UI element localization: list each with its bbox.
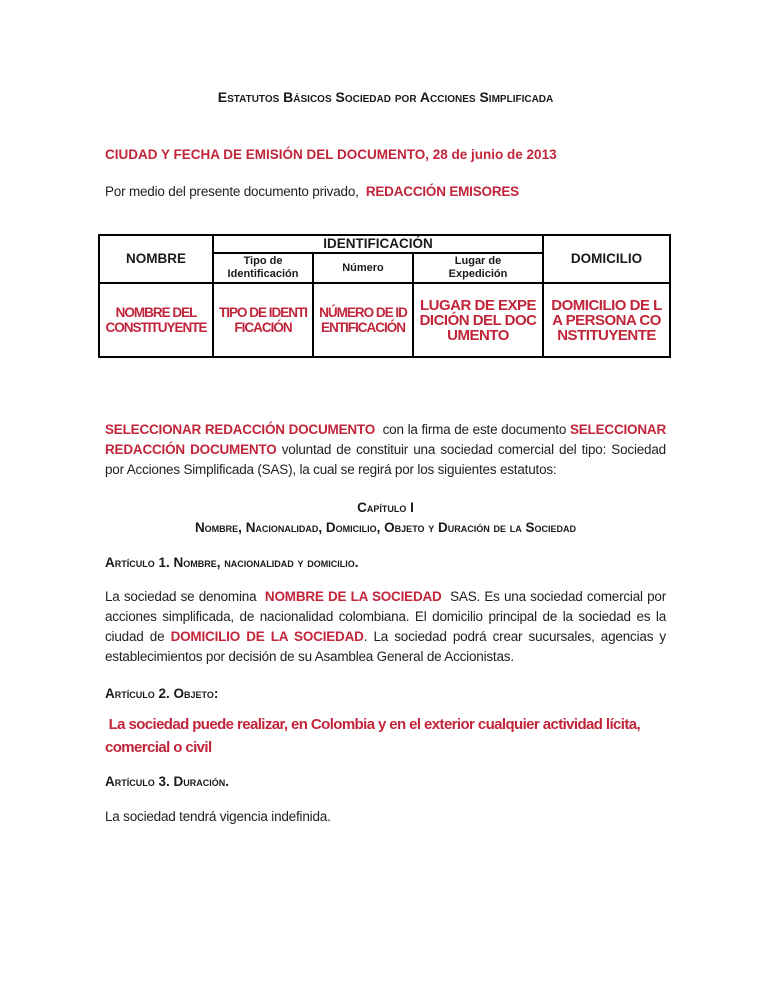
table-header-row xyxy=(99,235,670,253)
chapter-1-title: Capítulo I xyxy=(357,500,414,515)
cell-domicilio-constituyente: DOMICILIO DE LA PERSONA CONSTITUYENTE xyxy=(543,283,670,357)
col-header-domicilio: DOMICILIO xyxy=(543,235,670,283)
subheader-tipo-identificacion: Tipo de Identificación xyxy=(213,253,313,283)
opening-text: Por medio del presente documento privado, xyxy=(105,184,366,199)
article-2-object-text: La sociedad puede realizar, en Colombia y en el exterior cualquier actividad lícita, comercial o civil xyxy=(105,716,644,756)
constitution-text-rest: voluntad de constituir una sociedad comercial del tipo: Sociedad por Acciones Simplificada (SAS), la cual se regirá por los siguientes estatutos: xyxy=(105,442,670,477)
cell-numero-identificacion: NÚMERO DE IDENTIFICACIÓN xyxy=(313,283,413,357)
domicilio-sociedad-placeholder: DOMICILIO DE LA SOCIEDAD xyxy=(170,629,364,644)
article-1-paragraph xyxy=(105,587,670,667)
article-1-heading: Artículo 1. Nombre, nacionalidad y domicilio. xyxy=(105,555,359,570)
table-row xyxy=(99,283,670,357)
document-title: Estatutos Básicos Sociedad por Acciones Simplificada xyxy=(217,89,554,105)
opening-paragraph xyxy=(105,183,666,201)
cell-lugar-expedicion: LUGAR DE EXPEDICIÓN DEL DOCUMENTO xyxy=(413,283,543,357)
article-1-mid: SAS. Es una sociedad comercial por acciones simplificada, de nacionalidad colombiana. El domicilio principal de la sociedad es la ciudad de xyxy=(105,589,670,644)
cell-nombre-constituyente: NOMBRE DEL CONSTITUYENTE xyxy=(99,283,213,357)
cell-tipo-identificacion: TIPO DE IDENTIFICACIÓN xyxy=(213,283,313,357)
nombre-sociedad-placeholder: NOMBRE DE LA SOCIEDAD xyxy=(264,589,442,604)
subheader-numero: Número xyxy=(313,253,413,283)
article-3-heading: Artículo 3. Duración. xyxy=(105,774,230,789)
subheader-lugar-expedicion: Lugar de Expedición xyxy=(413,253,543,283)
article-3-text: La sociedad tendrá vigencia indefinida. xyxy=(105,809,331,824)
col-header-identificacion: IDENTIFICACIÓN xyxy=(213,235,543,253)
article-1-tail: . La sociedad podrá crear sucursales, agencias y establecimientos por decisión de su Asamblea General de Accionistas. xyxy=(105,629,670,664)
col-header-nombre: NOMBRE xyxy=(99,235,213,283)
seleccionar-redaccion-placeholder-2: SELECCIONAR REDACCIÓN DOCUMENTO xyxy=(105,422,670,457)
constitution-paragraph xyxy=(105,420,670,480)
seleccionar-redaccion-placeholder-1: SELECCIONAR REDACCIÓN DOCUMENTO xyxy=(105,422,376,437)
constituent-table xyxy=(98,234,671,358)
article-1-lead: La sociedad se denomina xyxy=(105,589,265,604)
date-line-placeholder: CIUDAD Y FECHA DE EMISIÓN DEL DOCUMENTO, 28 de junio de 2013 xyxy=(105,147,557,162)
redaccion-emisores-placeholder: REDACCIÓN EMISORES xyxy=(365,184,519,199)
chapter-1-subtitle: Nombre, Nacionalidad, Domicilio, Objeto y Duración de la Sociedad xyxy=(194,520,577,535)
article-2-heading: Artículo 2. Objeto: xyxy=(105,686,219,701)
constitution-text-mid: con la firma de este documento xyxy=(375,422,570,437)
